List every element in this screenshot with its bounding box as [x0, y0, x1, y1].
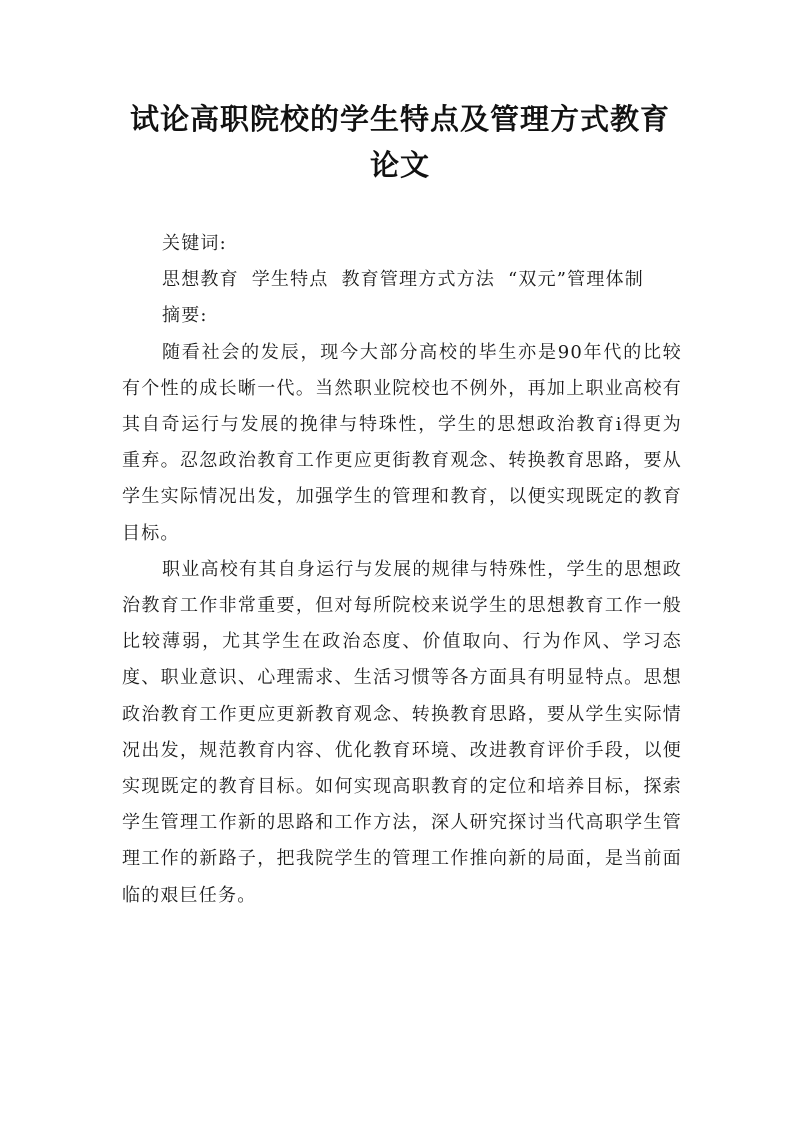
abstract-paragraph-1: 随看社会的发辰，现今大部分高校的毕生亦是90年代的比较有个性的成长晰一代。当然职业院校也不例外，再加上职业高校有其自奇运行与发展的挽律与特珠性，学生的思想政治教育i得更为重弃。忍忽政治教育工作更应更街教育观念、转换教育思路，要从学生实际情况出发，加强学生的管理和教育，以便实现既定的教育目标。 [122, 341, 682, 544]
title-line-2: 论文 [369, 148, 430, 182]
document-body [122, 226, 682, 914]
keywords-text: 思想教育 学生特点 教育管理方式方法 “双元”管理体制 [162, 269, 644, 291]
document-title [0, 96, 800, 188]
abstract-paragraph-2: 职业高校有其自身运行与发展的规律与特殊性，学生的思想政治教育工作非常重要，但对每所院校来说学生的思想教育工作一般比较薄弱，尤其学生在政治态度、价值取向、行为作风、学习态度、职业意识、心理需求、生活习惯等各方面具有明显特点。思想政治教育工作更应更新教育观念、转换教育思路，要从学生实际情况出发，规范教育内容、优化教育环境、改进教育评价手段，以便实现既定的教育目标。如何实现高职教育的定位和培养目标，探索学生管理工作新的思路和工作方法，深人研究探讨当代高职学生管理工作的新路子，把我院学生的管理工作推向新的局面，是当前面临的艰巨任务。 [122, 558, 682, 906]
keywords-label: 关键词: [162, 233, 227, 254]
title-line-1: 试论高职院校的学生特点及管理方式教育 [129, 102, 670, 136]
abstract-label: 摘要: [162, 305, 208, 327]
